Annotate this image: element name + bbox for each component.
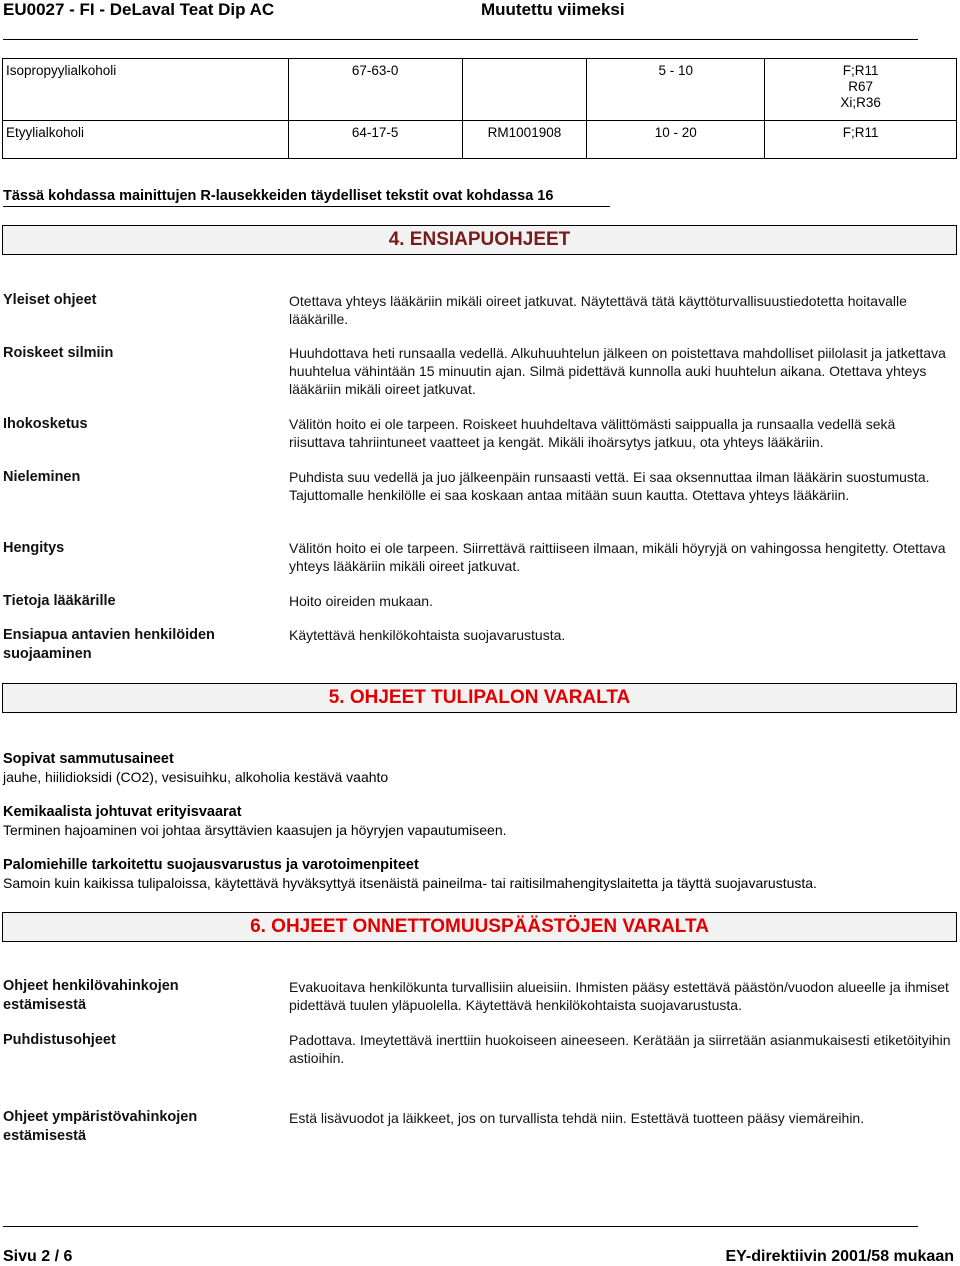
- classification: [765, 121, 957, 159]
- section-4-title: 4. ENSIAPUOHJEET: [2, 225, 957, 255]
- text-inhalation: Välitön hoito ei ole tarpeen. Siirrettävä raittiiseen ilmaan, mikäli höyryjä on vahingossa hengitetty. Otettava yhteys lääkäriin mikäli oireet jatkuvat.: [289, 540, 946, 574]
- text-ingestion: Puhdista suu vedellä ja juo jälkeenpäin runsaasti vettä. Ei saa oksennuttaa ilman lääkärin suostumusta. Tajuttomalle henkilölle ei saa koskaan antaa mitään suun kautta. Otettava yhteys lääkäriin.: [289, 469, 930, 503]
- note-underline: [3, 206, 610, 207]
- label-general: Yleiset ohjeet: [3, 292, 97, 308]
- firefighter-equipment-heading: Palomiehille tarkoitettu suojausvarustus ja varotoimenpiteet: [3, 857, 419, 873]
- page-number: Sivu 2 / 6: [3, 1248, 73, 1265]
- table-row: [3, 121, 957, 159]
- ingredient-name: Etyylialkoholi: [3, 121, 289, 159]
- label-skin-contact: Ihokosketus: [3, 416, 88, 432]
- label-cleanup: Puhdistusohjeet: [3, 1032, 116, 1048]
- cas-number: 64-17-5: [288, 121, 462, 159]
- modified-label: Muutettu viimeksi: [481, 0, 625, 19]
- classification-line: R67: [848, 79, 873, 94]
- cas-number: 67-63-0: [288, 59, 462, 121]
- composition-table: [2, 58, 957, 159]
- registration-number: RM1001908: [462, 121, 587, 159]
- text-personal-precautions: Evakuoitava henkilökunta turvallisiin alueisiin. Ihmisten pääsy estettävä päästön/vuodon alueelle ja ihmiset pidettävä tuulen yläpuolella. Käytettävä henkilökohtaista suojavarustusta.: [289, 979, 949, 1013]
- registration-number: [462, 59, 587, 121]
- header-divider: [3, 39, 918, 40]
- text-physician-notes: Hoito oireiden mukaan.: [289, 593, 433, 609]
- label-environmental-precautions: Ohjeet ympäristövahinkojen estämisestä: [3, 1109, 198, 1144]
- label-ingestion: Nieleminen: [3, 469, 81, 485]
- ingredient-name: Isopropyylialkoholi: [3, 59, 289, 121]
- section-6-title: 6. OHJEET ONNETTOMUUSPÄÄSTÖJEN VARALTA: [2, 912, 957, 942]
- percent-range: 10 - 20: [587, 121, 765, 159]
- firefighter-equipment-text: Samoin kuin kaikissa tulipaloissa, käytettävä hyväksyttyä itsenäistä paineilma- tai raitisilmahengityslaitetta ja täyttä suojavarustusta.: [3, 875, 817, 891]
- label-first-aider-protection: Ensiapua antavien henkilöiden suojaaminen: [3, 627, 215, 662]
- text-general: Otettava yhteys lääkäriin mikäli oireet jatkuvat. Näytettävä tätä käyttöturvallisuustiedotetta hoitavalle lääkärille.: [289, 293, 907, 327]
- label-physician-notes: Tietoja lääkärille: [3, 593, 116, 609]
- directive-label: EY-direktiivin 2001/58 mukaan: [725, 1248, 954, 1265]
- text-skin-contact: Välitön hoito ei ole tarpeen. Roiskeet huuhdeltava välittömästi saippualla ja runsaalla vedellä sekä riisuttava tahriintuneet vaatteet ja kengät. Mikäli ihoärsytys jatkuu, ota yhteys lääkäriin.: [289, 416, 896, 450]
- text-first-aider-protection: Käytettävä henkilökohtaista suojavarustusta.: [289, 627, 566, 643]
- text-environmental-precautions: Estä lisävuodot ja läikkeet, jos on turvallista tehdä niin. Estettävä tuotteen pääsy viemäreihin.: [289, 1110, 865, 1126]
- table-row: [3, 59, 957, 121]
- label-personal-precautions: Ohjeet henkilövahinkojen estämisestä: [3, 978, 179, 1013]
- special-hazards-heading: Kemikaalista johtuvat erityisvaarat: [3, 804, 242, 820]
- text-cleanup: Padottava. Imeytettävä inerttiin huokoiseen aineeseen. Kerätään ja siirretään asianmukaisesti etiketöityihin astioihin.: [289, 1032, 951, 1066]
- extinguishing-media-text: jauhe, hiilidioksidi (CO2), vesisuihku, alkoholia kestävä vaahto: [3, 769, 389, 785]
- section-5-title: 5. OHJEET TULIPALON VARALTA: [2, 683, 957, 713]
- extinguishing-media-heading: Sopivat sammutusaineet: [3, 751, 174, 767]
- classification-line: F;R11: [842, 125, 879, 140]
- classification: [765, 59, 957, 121]
- label-inhalation: Hengitys: [3, 540, 65, 556]
- percent-range: 5 - 10: [587, 59, 765, 121]
- text-eye-contact: Huuhdottava heti runsaalla vedellä. Alkuhuuhtelun jälkeen on poistettava mahdolliset piilolasit ja jatkettava huuhtelua vähintään 15 minuutin ajan. Silmä pidettävä kunnolla auki huuhtelun aikana. Otettava yhteys lääkäriin mikäli oireet jatkuvat.: [289, 345, 946, 397]
- document-title: EU0027 - FI - DeLaval Teat Dip AC: [3, 0, 275, 19]
- r-phrases-note: Tässä kohdassa mainittujen R-lausekkeiden täydelliset tekstit ovat kohdassa 16: [3, 188, 554, 204]
- special-hazards-text: Terminen hajoaminen voi johtaa ärsyttävien kaasujen ja höyryjen vapautumiseen.: [3, 822, 507, 838]
- classification-line: Xi;R36: [840, 95, 881, 110]
- label-eye-contact: Roiskeet silmiin: [3, 345, 114, 361]
- classification-line: F;R11: [842, 63, 879, 78]
- footer-divider: [3, 1226, 918, 1227]
